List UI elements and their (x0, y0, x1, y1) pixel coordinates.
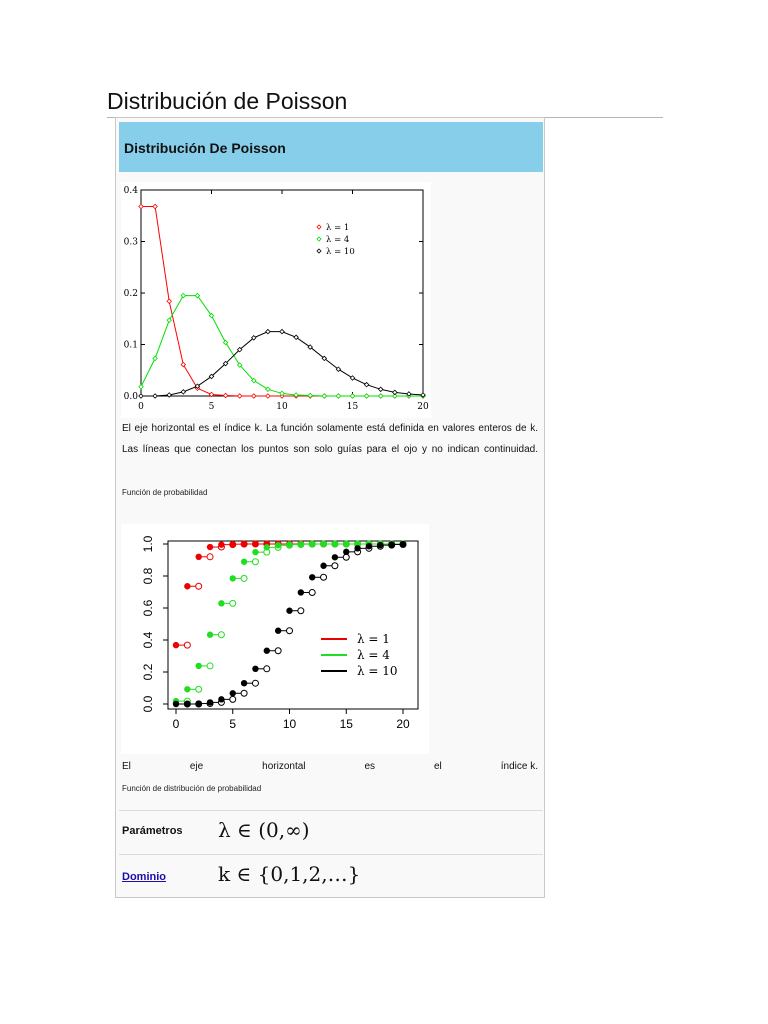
infobox-title: Distribución De Poisson (119, 122, 543, 172)
x-tick-label: 5 (229, 717, 237, 731)
cdf-caption-word: es (364, 761, 376, 772)
x-tick-label: 15 (346, 402, 359, 412)
page-title: Distribución de Poisson (107, 88, 348, 114)
pmf-caption (122, 418, 538, 460)
cdf-open-point (275, 648, 281, 654)
cdf-open-point (252, 559, 258, 565)
cdf-point (207, 544, 213, 550)
cdf-open-point (241, 575, 247, 581)
cdf-open-point (343, 554, 349, 560)
legend-label: λ = 10 (357, 664, 398, 678)
cdf-point (196, 554, 202, 560)
cdf-point (298, 541, 304, 547)
cdf-point (400, 541, 406, 547)
data-point (139, 204, 143, 208)
data-point (364, 382, 368, 386)
data-point (181, 390, 185, 394)
data-point (167, 318, 171, 322)
data-point (181, 362, 185, 366)
cdf-point (241, 680, 247, 686)
cdf-point (184, 583, 190, 589)
y-tick-label: 0.0 (123, 392, 138, 402)
data-point (252, 394, 256, 398)
y-tick-label: 0.6 (141, 599, 155, 617)
pmf-chart (121, 182, 431, 418)
cdf-point (332, 554, 338, 560)
cdf-open-point (332, 563, 338, 569)
x-tick-label: 5 (208, 402, 215, 412)
cdf-point (343, 541, 349, 547)
row-divider (119, 854, 543, 855)
cdf-caption-word: eje (189, 761, 204, 772)
cdf-point (230, 690, 236, 696)
legend-marker (317, 225, 321, 229)
data-point (167, 393, 171, 397)
cdf-point (241, 541, 247, 547)
legend-label: λ = 4 (357, 648, 390, 662)
cdf-open-point (298, 608, 304, 614)
legend-label: λ = 1 (326, 223, 350, 233)
cdf-open-point (309, 589, 315, 595)
cdf-point (230, 575, 236, 581)
data-point (139, 385, 143, 389)
cdf-point (241, 559, 247, 565)
data-point (379, 394, 383, 398)
cdf-point (207, 699, 213, 705)
row-divider (119, 810, 543, 811)
cdf-point (207, 632, 213, 638)
data-point (139, 394, 143, 398)
x-tick-label: 20 (417, 402, 429, 412)
dominio-label (122, 871, 166, 883)
cdf-point (252, 541, 258, 547)
data-point (266, 394, 270, 398)
cdf-point (320, 563, 326, 569)
x-tick-label: 15 (339, 717, 353, 731)
data-point (223, 393, 227, 397)
legend-label: λ = 4 (326, 235, 350, 245)
y-tick-label: 0.2 (123, 289, 138, 299)
data-point (153, 394, 157, 398)
cdf-point (218, 541, 224, 547)
plot-frame (168, 541, 418, 709)
data-point (153, 204, 157, 208)
cdf-point (184, 686, 190, 692)
y-tick-label: 1.0 (141, 535, 155, 553)
data-point (266, 329, 270, 333)
cdf-open-point (207, 663, 213, 669)
cdf-open-point (207, 554, 213, 560)
cdf-point (264, 648, 270, 654)
data-point (350, 394, 354, 398)
series-line (141, 206, 423, 396)
data-point (181, 293, 185, 297)
cdf-chart (121, 524, 429, 754)
legend-label: λ = 1 (357, 632, 390, 646)
dominio-value: k ∈ {0,1,2,…} (218, 862, 361, 886)
cdf-point (275, 542, 281, 548)
cdf-open-point (230, 696, 236, 702)
y-tick-label: 0.2 (141, 663, 155, 681)
cdf-point (320, 541, 326, 547)
x-tick-label: 10 (276, 402, 288, 412)
cdf-point (309, 541, 315, 547)
y-tick-label: 0.4 (123, 186, 138, 196)
cdf-point (196, 663, 202, 669)
cdf-point (252, 666, 258, 672)
cdf-caption-word: índice k. (500, 761, 538, 772)
data-point (238, 394, 242, 398)
cdf-point (196, 700, 202, 706)
x-tick-label: 10 (282, 717, 297, 731)
cdf-point (184, 701, 190, 707)
parametros-value: λ ∈ (0,∞) (218, 818, 310, 842)
cdf-open-point (321, 574, 327, 580)
cdf-point (286, 541, 292, 547)
data-point (379, 387, 383, 391)
cdf-label: Función de distribución de probabilidad (122, 784, 262, 793)
cdf-point (343, 549, 349, 555)
cdf-open-point (196, 583, 202, 589)
series-line (141, 296, 423, 396)
pmf-caption-text: El eje horizontal es el índice k. La función solamente está definida en valores enteros de k. Las líneas que conectan los puntos son solo guías para el ojo y no indican continuidad. (122, 423, 538, 455)
y-tick-label: 0.4 (141, 631, 155, 649)
x-tick-label: 20 (396, 717, 410, 731)
cdf-point (173, 642, 179, 648)
cdf-point (388, 541, 394, 547)
cdf-point (218, 600, 224, 606)
legend-marker (317, 249, 321, 253)
data-point (336, 394, 340, 398)
cdf-open-point (184, 642, 190, 648)
cdf-point (298, 589, 304, 595)
cdf-open-point (196, 686, 202, 692)
pmf-label: Función de probabilidad (122, 488, 208, 497)
cdf-point (173, 701, 179, 707)
legend-label: λ = 10 (326, 247, 355, 257)
y-tick-label: 0.0 (141, 695, 155, 713)
cdf-point (332, 541, 338, 547)
cdf-point (309, 574, 315, 580)
cdf-point (286, 608, 292, 614)
cdf-point (264, 544, 270, 550)
y-tick-label: 0.3 (123, 237, 138, 248)
cdf-point (230, 541, 236, 547)
cdf-open-point (264, 666, 270, 672)
cdf-open-point (230, 600, 236, 606)
cdf-caption (122, 761, 538, 772)
data-point (153, 356, 157, 360)
data-point (280, 329, 284, 333)
x-tick-label: 0 (172, 717, 180, 731)
cdf-open-point (218, 632, 224, 638)
y-tick-label: 0.8 (141, 567, 155, 585)
parametros-label: Parámetros (122, 825, 183, 837)
y-tick-label: 0.1 (123, 340, 138, 351)
data-point (393, 390, 397, 394)
cdf-open-point (287, 628, 293, 634)
cdf-caption-word: El (122, 761, 131, 772)
cdf-point (218, 696, 224, 702)
infobox (115, 117, 545, 898)
data-point (322, 394, 326, 398)
cdf-point (354, 545, 360, 551)
cdf-point (275, 628, 281, 634)
cdf-open-point (252, 680, 258, 686)
data-point (364, 394, 368, 398)
cdf-point (377, 542, 383, 548)
cdf-open-point (241, 690, 247, 696)
cdf-point (366, 543, 372, 549)
cdf-caption-word: el (434, 761, 442, 772)
dominio-link[interactable]: Dominio (122, 871, 166, 883)
x-tick-label: 0 (138, 402, 144, 412)
cdf-point (252, 549, 258, 555)
data-point (167, 299, 171, 303)
legend-marker (317, 237, 321, 241)
cdf-caption-word: horizontal (262, 761, 306, 772)
